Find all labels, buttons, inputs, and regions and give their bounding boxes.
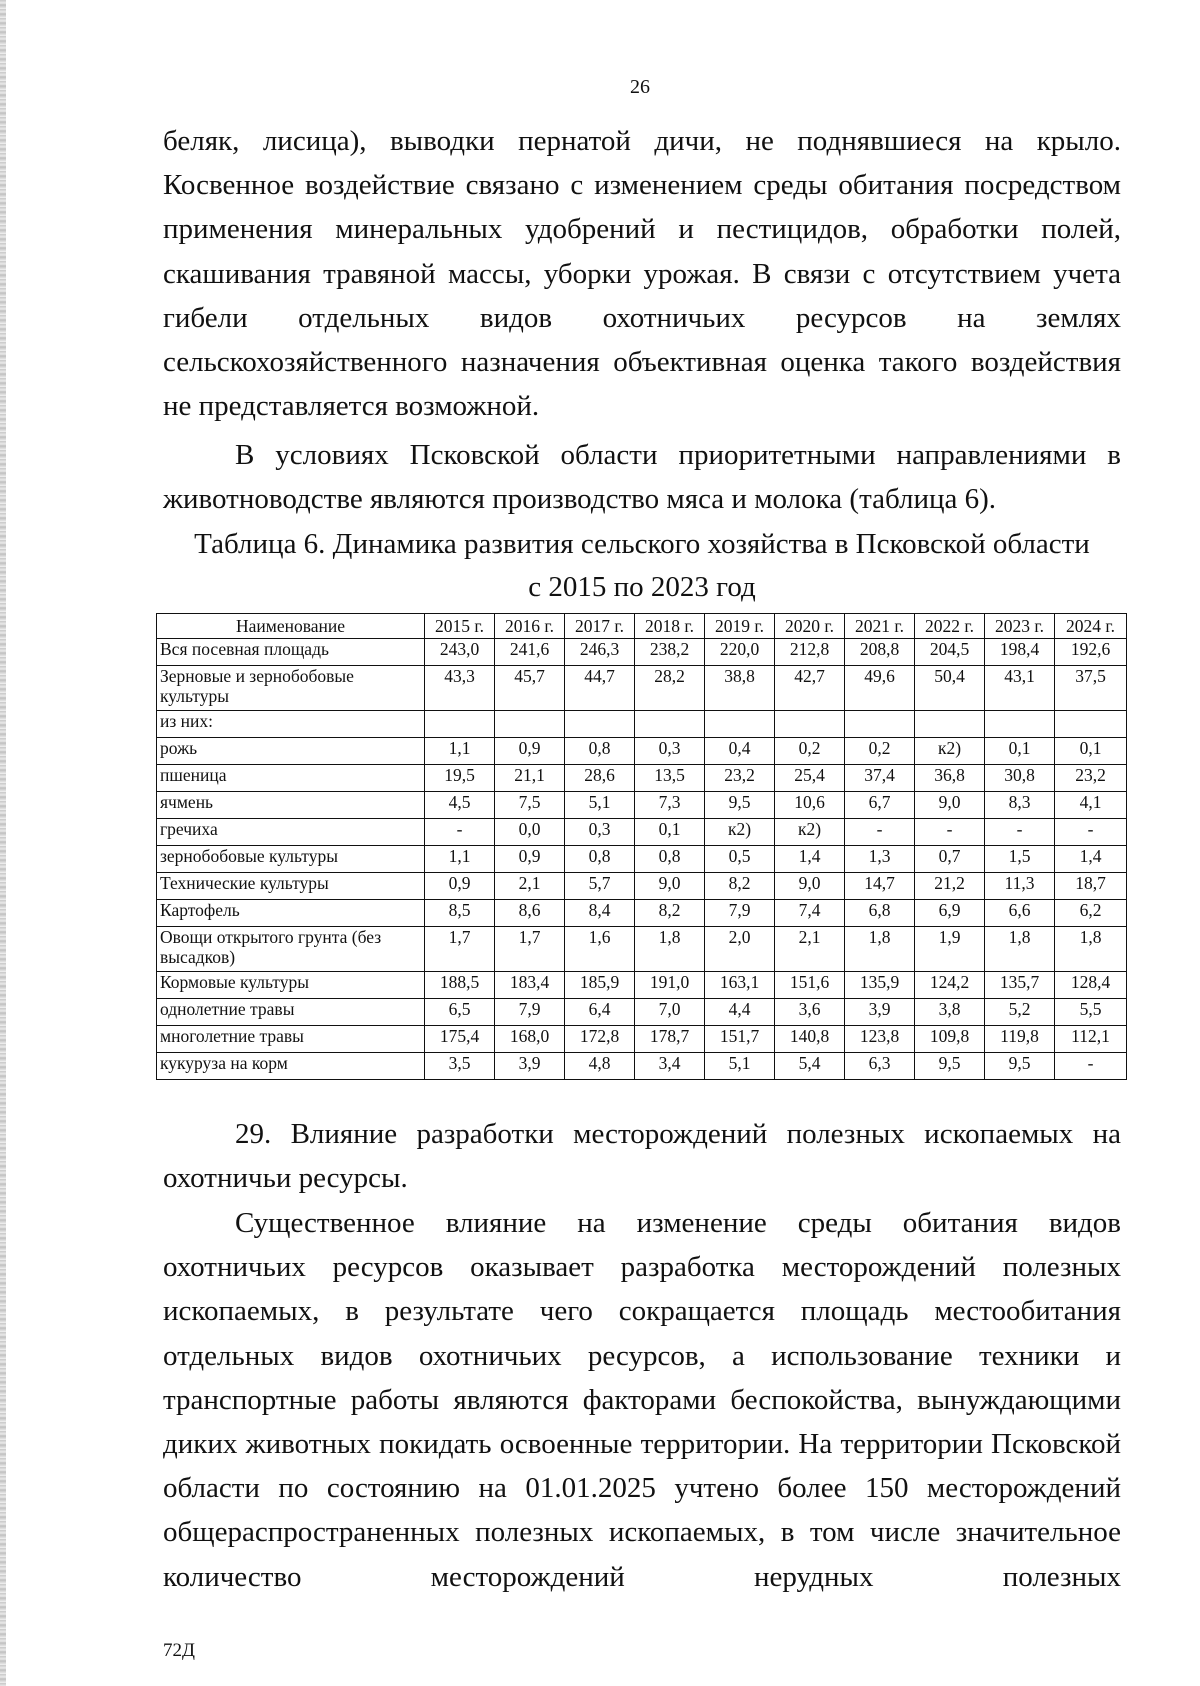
- table-cell: 8,4: [565, 900, 635, 927]
- paragraph-text: В условиях Псковской области приоритетными направлениями в животноводстве являются производство мяса и молока (таблица 6).: [163, 439, 1121, 516]
- table-cell: 0,8: [635, 846, 705, 873]
- table-cell: -: [1055, 1053, 1127, 1080]
- table-cell: 172,8: [565, 1026, 635, 1053]
- table-cell: 1,8: [845, 927, 915, 972]
- table-cell: [425, 711, 495, 738]
- table-cell: 238,2: [635, 639, 705, 666]
- table-cell: 2,1: [775, 927, 845, 972]
- table-cell: 7,9: [705, 900, 775, 927]
- table-cell: 1,8: [985, 927, 1055, 972]
- table-cell: 0,8: [565, 846, 635, 873]
- table-cell: 6,4: [565, 999, 635, 1026]
- table-cell: 128,4: [1055, 972, 1127, 999]
- table-row: [157, 927, 1127, 972]
- column-header-year: 2021 г.: [845, 614, 915, 639]
- column-header-year: 2016 г.: [495, 614, 565, 639]
- table-cell: 28,2: [635, 666, 705, 711]
- row-label: ячмень: [157, 792, 425, 819]
- table-cell: 0,3: [635, 738, 705, 765]
- row-label: однолетние травы: [157, 999, 425, 1026]
- table-caption: [163, 523, 1121, 609]
- table-cell: 30,8: [985, 765, 1055, 792]
- table-cell: 123,8: [845, 1026, 915, 1053]
- table-cell: 18,7: [1055, 873, 1127, 900]
- table-cell: 1,8: [635, 927, 705, 972]
- table-cell: 3,5: [425, 1053, 495, 1080]
- table-cell: 42,7: [775, 666, 845, 711]
- table-cell: 2,1: [495, 873, 565, 900]
- table-row: [157, 765, 1127, 792]
- table-cell: 6,8: [845, 900, 915, 927]
- table-cell: 3,9: [845, 999, 915, 1026]
- table-cell: 6,9: [915, 900, 985, 927]
- column-header-year: 2018 г.: [635, 614, 705, 639]
- table-cell: 0,2: [775, 738, 845, 765]
- table-row: [157, 792, 1127, 819]
- table-cell: [775, 711, 845, 738]
- table-cell: 0,9: [495, 846, 565, 873]
- row-label: гречиха: [157, 819, 425, 846]
- table-cell: 5,1: [705, 1053, 775, 1080]
- table-cell: 1,7: [495, 927, 565, 972]
- column-header-year: 2022 г.: [915, 614, 985, 639]
- column-header-year: 2020 г.: [775, 614, 845, 639]
- table-cell: 124,2: [915, 972, 985, 999]
- table-cell: 3,4: [635, 1053, 705, 1080]
- column-header-year: 2017 г.: [565, 614, 635, 639]
- column-header-name: Наименование: [157, 614, 425, 639]
- table-cell: 44,7: [565, 666, 635, 711]
- table-cell: 7,9: [495, 999, 565, 1026]
- table-row: [157, 1053, 1127, 1080]
- paragraph-text: Существенное влияние на изменение среды обитания видов охотничьих ресурсов оказывает разработка месторождений полезных ископаемых, в результате чего сокращается площадь местообитания отдельных видов охотничьих ресурсов, а использование техники и транспортные работы являются факторами беспокойства, вынуждающими диких животных покидать освоенные территории. На территории Псковской области по состоянию на 01.01.2025 учтено более 150 месторождений общераспространенных полезных ископаемых, в том числе значительное количество месторождений нерудных полезных: [163, 1207, 1121, 1593]
- table-cell: 168,0: [495, 1026, 565, 1053]
- paragraph-text: 29. Влияние разработки месторождений полезных ископаемых на охотничьи ресурсы.: [163, 1118, 1121, 1195]
- table-cell: 9,5: [985, 1053, 1055, 1080]
- table-row: [157, 819, 1127, 846]
- table-row: [157, 873, 1127, 900]
- table-cell: 4,1: [1055, 792, 1127, 819]
- table-cell: 178,7: [635, 1026, 705, 1053]
- table-cell: 4,5: [425, 792, 495, 819]
- table-cell: 6,2: [1055, 900, 1127, 927]
- column-header-year: 2023 г.: [985, 614, 1055, 639]
- table-cell: [705, 711, 775, 738]
- table-cell: к2): [915, 738, 985, 765]
- table-cell: 8,3: [985, 792, 1055, 819]
- row-label: пшеница: [157, 765, 425, 792]
- table-cell: 175,4: [425, 1026, 495, 1053]
- table-cell: -: [985, 819, 1055, 846]
- table-row: [157, 711, 1127, 738]
- table-row: [157, 999, 1127, 1026]
- table-cell: [985, 711, 1055, 738]
- table-cell: 204,5: [915, 639, 985, 666]
- table-cell: 7,0: [635, 999, 705, 1026]
- table-cell: 109,8: [915, 1026, 985, 1053]
- table-cell: 0,4: [705, 738, 775, 765]
- table-cell: 1,8: [1055, 927, 1127, 972]
- table-cell: 119,8: [985, 1026, 1055, 1053]
- table-cell: 1,1: [425, 846, 495, 873]
- table-cell: 43,1: [985, 666, 1055, 711]
- table-row: [157, 666, 1127, 711]
- table-cell: 6,3: [845, 1053, 915, 1080]
- row-label: Кормовые культуры: [157, 972, 425, 999]
- table-cell: 14,7: [845, 873, 915, 900]
- table-cell: 0,1: [985, 738, 1055, 765]
- table-cell: -: [845, 819, 915, 846]
- table-caption-line-2: с 2015 по 2023 год: [528, 571, 756, 603]
- table-cell: 6,7: [845, 792, 915, 819]
- table-cell: [1055, 711, 1127, 738]
- table-cell: 1,5: [985, 846, 1055, 873]
- table-cell: 11,3: [985, 873, 1055, 900]
- table-cell: 8,2: [705, 873, 775, 900]
- table-row: [157, 972, 1127, 999]
- table-cell: 191,0: [635, 972, 705, 999]
- table-cell: 8,6: [495, 900, 565, 927]
- table-cell: -: [1055, 819, 1127, 846]
- table-cell: 0,9: [495, 738, 565, 765]
- table-cell: 151,6: [775, 972, 845, 999]
- table-cell: 37,5: [1055, 666, 1127, 711]
- agriculture-table: [156, 613, 1127, 1080]
- table-cell: 135,9: [845, 972, 915, 999]
- table-cell: 7,4: [775, 900, 845, 927]
- table-cell: 49,6: [845, 666, 915, 711]
- table-cell: 23,2: [1055, 765, 1127, 792]
- row-label: Технические культуры: [157, 873, 425, 900]
- table-cell: к2): [775, 819, 845, 846]
- table-row: [157, 738, 1127, 765]
- table-cell: 0,1: [1055, 738, 1127, 765]
- row-label: зернобобовые культуры: [157, 846, 425, 873]
- table-cell: 0,1: [635, 819, 705, 846]
- table-cell: 163,1: [705, 972, 775, 999]
- row-label: кукуруза на корм: [157, 1053, 425, 1080]
- table-cell: 38,8: [705, 666, 775, 711]
- table-cell: 243,0: [425, 639, 495, 666]
- table-cell: 1,3: [845, 846, 915, 873]
- table-cell: 0,9: [425, 873, 495, 900]
- table-cell: [565, 711, 635, 738]
- table-row: [157, 639, 1127, 666]
- paragraph-section-29: [163, 1112, 1121, 1200]
- row-label: из них:: [157, 711, 425, 738]
- page-number: 26: [630, 76, 650, 98]
- table-cell: 50,4: [915, 666, 985, 711]
- table-cell: 4,4: [705, 999, 775, 1026]
- column-header-year: 2019 г.: [705, 614, 775, 639]
- table-cell: 9,0: [915, 792, 985, 819]
- table-cell: 220,0: [705, 639, 775, 666]
- table-cell: 19,5: [425, 765, 495, 792]
- column-header-year: 2015 г.: [425, 614, 495, 639]
- table-caption-line-1: Таблица 6. Динамика развития сельского хозяйства в Псковской области: [194, 528, 1090, 560]
- table-cell: [635, 711, 705, 738]
- table-cell: [915, 711, 985, 738]
- table-row: [157, 1026, 1127, 1053]
- column-header-year: 2024 г.: [1055, 614, 1127, 639]
- table-cell: [495, 711, 565, 738]
- table-cell: 1,9: [915, 927, 985, 972]
- table-cell: 135,7: [985, 972, 1055, 999]
- table-cell: 5,2: [985, 999, 1055, 1026]
- table-cell: 7,3: [635, 792, 705, 819]
- table-cell: 1,6: [565, 927, 635, 972]
- table-cell: 45,7: [495, 666, 565, 711]
- document-code: 72Д: [163, 1640, 195, 1661]
- table-cell: 28,6: [565, 765, 635, 792]
- table-cell: 3,9: [495, 1053, 565, 1080]
- table-cell: 3,6: [775, 999, 845, 1026]
- table-row: [157, 846, 1127, 873]
- table-cell: 1,4: [775, 846, 845, 873]
- table-cell: 13,5: [635, 765, 705, 792]
- table-cell: 0,5: [705, 846, 775, 873]
- table-cell: 208,8: [845, 639, 915, 666]
- table-cell: 8,2: [635, 900, 705, 927]
- row-label: Овощи открытого грунта (без высадков): [157, 927, 425, 972]
- table-cell: 0,8: [565, 738, 635, 765]
- table-cell: 5,1: [565, 792, 635, 819]
- table-cell: 0,3: [565, 819, 635, 846]
- table-header-row: [157, 614, 1127, 639]
- row-label: рожь: [157, 738, 425, 765]
- table-cell: 23,2: [705, 765, 775, 792]
- table-cell: 188,5: [425, 972, 495, 999]
- table-cell: 43,3: [425, 666, 495, 711]
- paragraph-livestock: [163, 433, 1121, 521]
- table-row: [157, 900, 1127, 927]
- table-cell: 37,4: [845, 765, 915, 792]
- table-cell: 6,6: [985, 900, 1055, 927]
- table-cell: [845, 711, 915, 738]
- table-cell: -: [425, 819, 495, 846]
- table-cell: 212,8: [775, 639, 845, 666]
- table-cell: к2): [705, 819, 775, 846]
- row-label: Зерновые и зернобобовые культуры: [157, 666, 425, 711]
- table-cell: 8,5: [425, 900, 495, 927]
- row-label: Картофель: [157, 900, 425, 927]
- row-label: Вся посевная площадь: [157, 639, 425, 666]
- table-cell: 140,8: [775, 1026, 845, 1053]
- paragraph-indirect-impact: [163, 119, 1121, 428]
- table-cell: -: [915, 819, 985, 846]
- table-cell: 0,2: [845, 738, 915, 765]
- table-cell: 4,8: [565, 1053, 635, 1080]
- table-cell: 198,4: [985, 639, 1055, 666]
- table-cell: 151,7: [705, 1026, 775, 1053]
- row-label: многолетние травы: [157, 1026, 425, 1053]
- table-cell: 183,4: [495, 972, 565, 999]
- table-cell: 9,5: [705, 792, 775, 819]
- table-cell: 3,8: [915, 999, 985, 1026]
- table-cell: 36,8: [915, 765, 985, 792]
- table-cell: 2,0: [705, 927, 775, 972]
- table-cell: 1,1: [425, 738, 495, 765]
- table-cell: 0,0: [495, 819, 565, 846]
- table-body: [157, 639, 1127, 1080]
- table-cell: 7,5: [495, 792, 565, 819]
- scan-binding-edge: [0, 0, 6, 1686]
- table-cell: 0,7: [915, 846, 985, 873]
- table-cell: 241,6: [495, 639, 565, 666]
- table-cell: 5,5: [1055, 999, 1127, 1026]
- table-cell: 192,6: [1055, 639, 1127, 666]
- table-cell: 9,5: [915, 1053, 985, 1080]
- table-cell: 9,0: [775, 873, 845, 900]
- table-cell: 112,1: [1055, 1026, 1127, 1053]
- paragraph-mining-impact: [163, 1201, 1121, 1599]
- table-cell: 25,4: [775, 765, 845, 792]
- table-cell: 1,7: [425, 927, 495, 972]
- table-cell: 9,0: [635, 873, 705, 900]
- paragraph-text: беляк, лисица), выводки пернатой дичи, не поднявшиеся на крыло. Косвенное воздействие связано с изменением среды обитания посредством применения минеральных удобрений и пестицидов, обработки полей, скашивания травяной массы, уборки урожая. В связи с отсутствием учета гибели отдельных видов охотничьих ресурсов на землях сельскохозяйственного назначения объективная оценка такого воздействия не представляется возможной.: [163, 125, 1121, 423]
- table-cell: 6,5: [425, 999, 495, 1026]
- table-cell: 21,1: [495, 765, 565, 792]
- table-cell: 246,3: [565, 639, 635, 666]
- table-cell: 21,2: [915, 873, 985, 900]
- table-cell: 10,6: [775, 792, 845, 819]
- table-cell: 1,4: [1055, 846, 1127, 873]
- table-cell: 5,7: [565, 873, 635, 900]
- table-cell: 5,4: [775, 1053, 845, 1080]
- table-cell: 185,9: [565, 972, 635, 999]
